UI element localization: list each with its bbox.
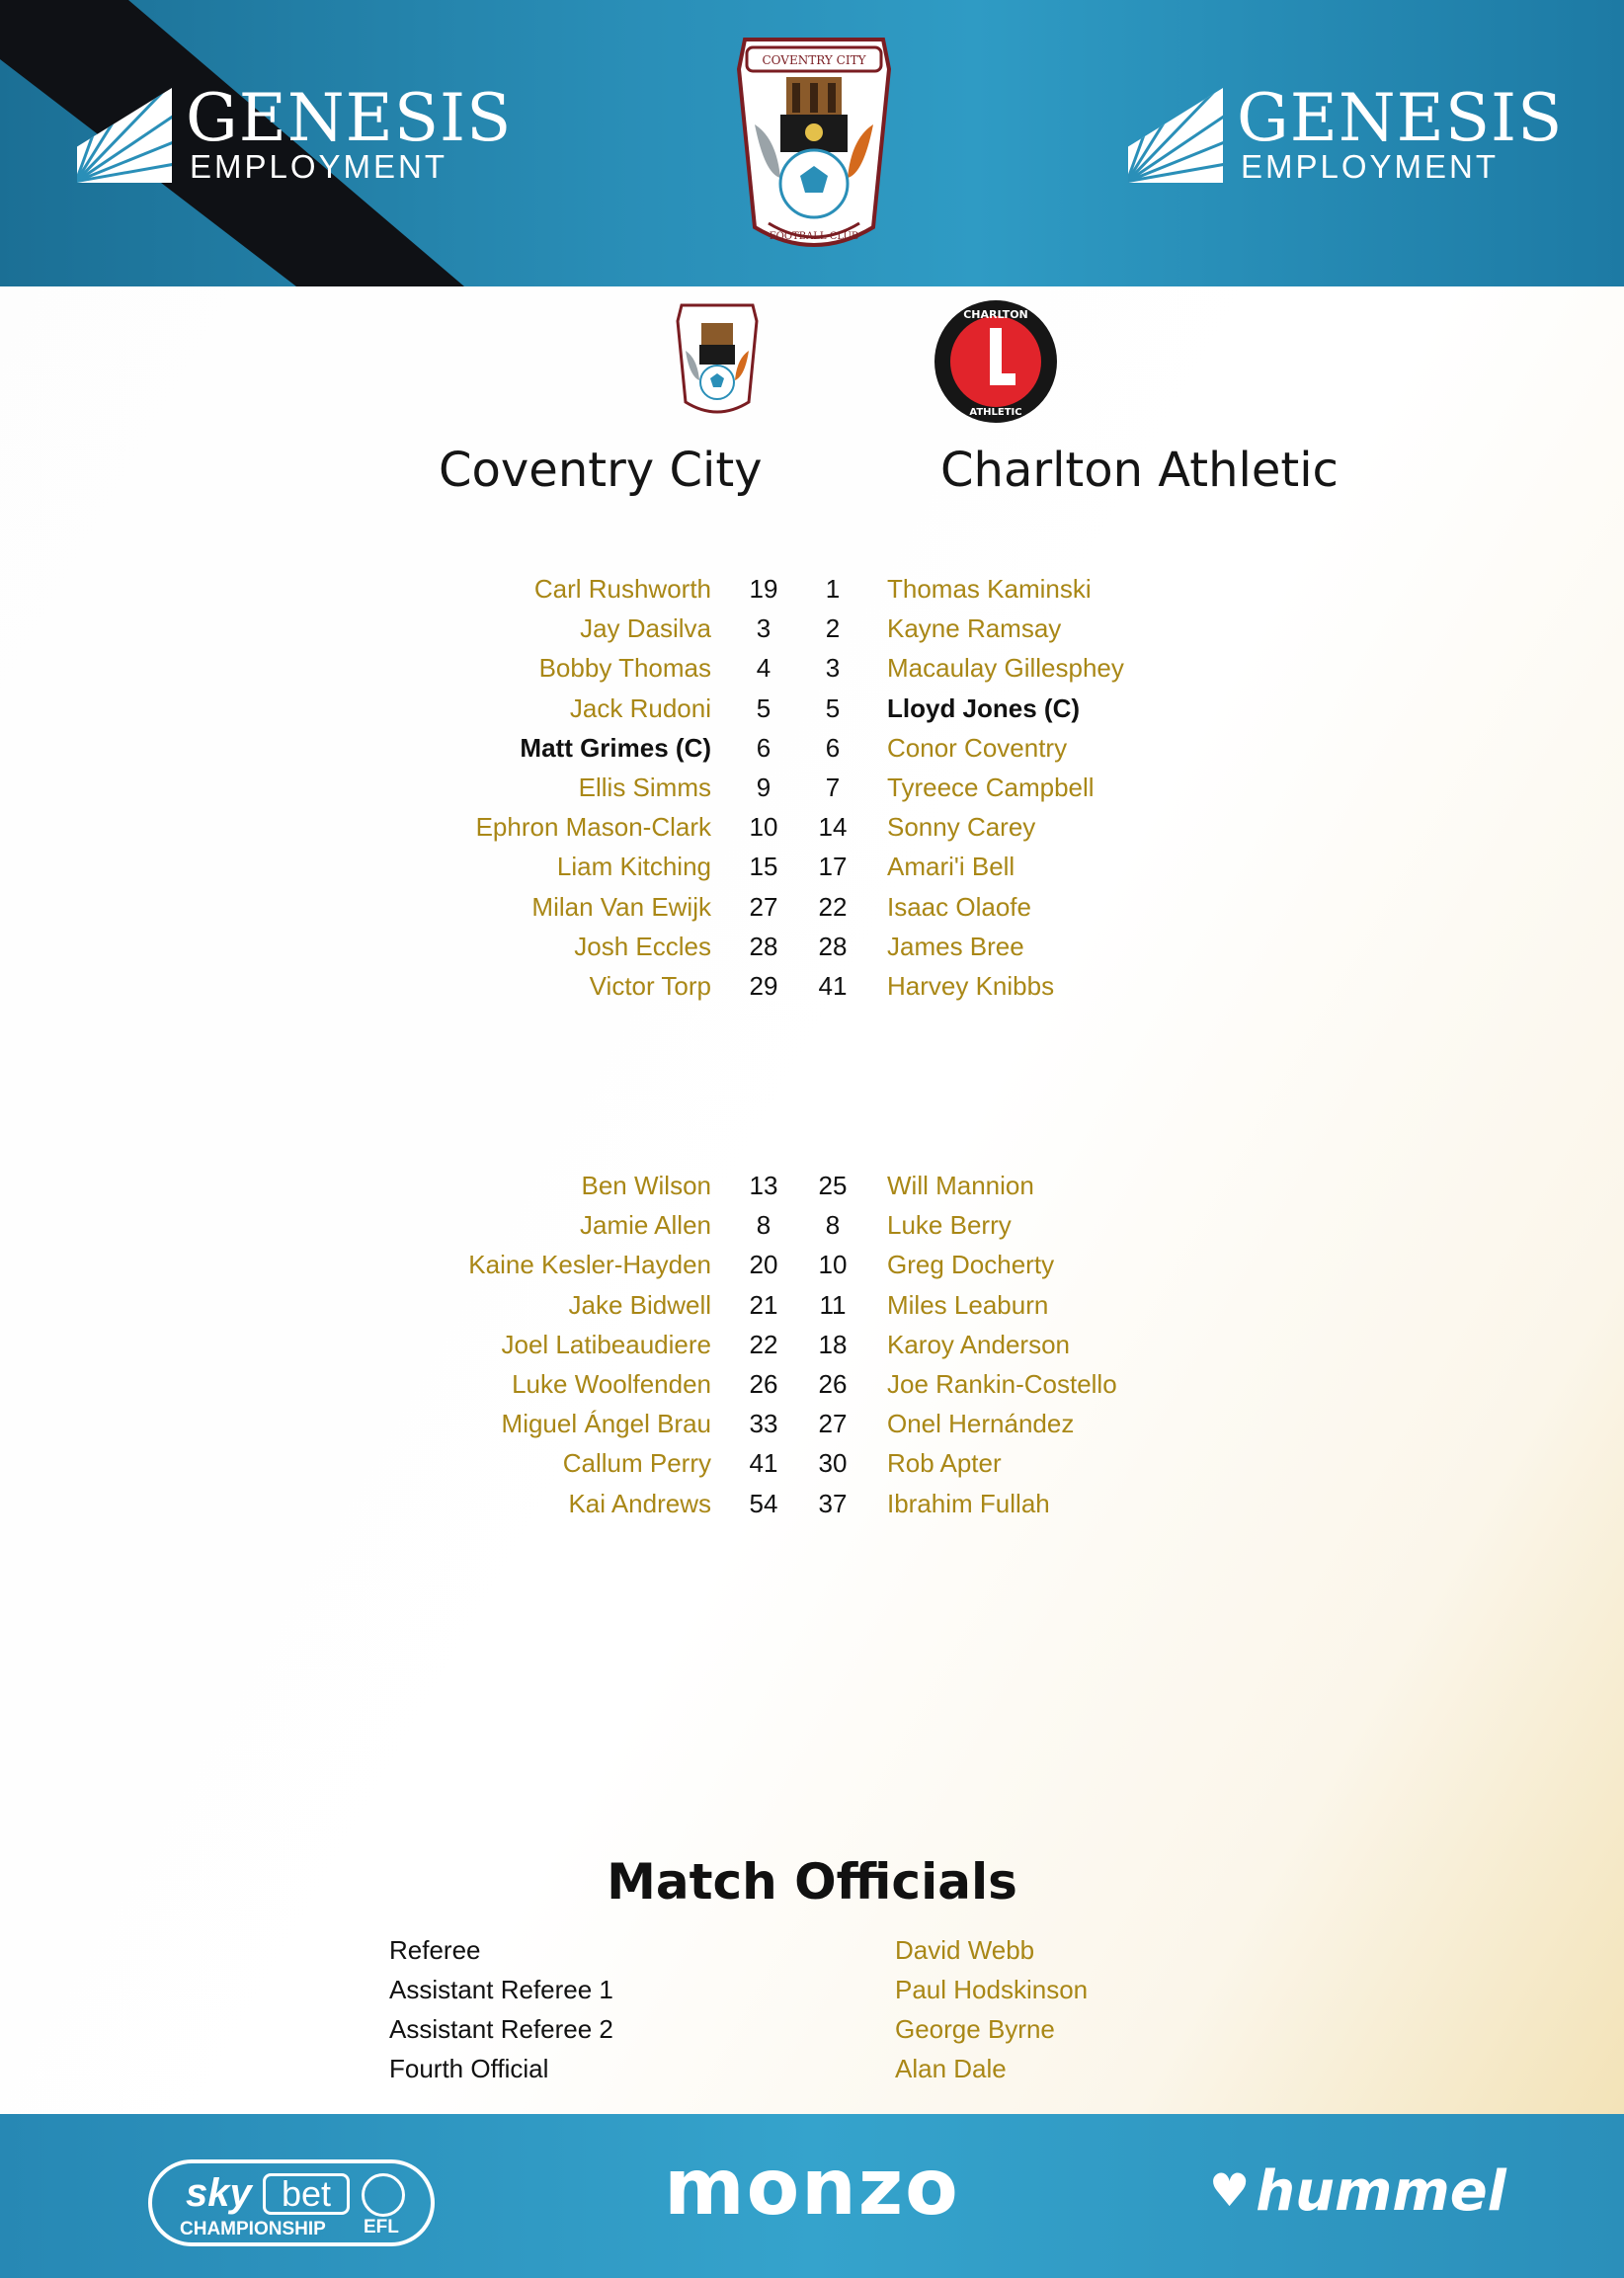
lineup-row — [0, 609, 1624, 648]
away-player-number: 3 — [825, 653, 841, 684]
away-sub-name: Miles Leaburn — [887, 1289, 1049, 1320]
home-sub-number: 26 — [749, 1368, 778, 1399]
home-sub-number: 20 — [749, 1250, 778, 1280]
away-player-number: 7 — [825, 772, 841, 802]
crest-bottom-text: FOOTBALL CLUB — [769, 231, 859, 242]
lineup-row — [0, 966, 1624, 1006]
lineup-row — [0, 927, 1624, 966]
hummel-text: hummel — [1256, 2159, 1506, 2224]
home-sub-number: 41 — [749, 1448, 778, 1479]
away-player-name: Isaac Olaofe — [887, 891, 1031, 922]
away-player-number: 5 — [825, 692, 841, 723]
away-player-number: 6 — [825, 732, 841, 763]
home-sub-name: Kai Andrews — [568, 1488, 711, 1518]
official-name: George Byrne — [895, 2014, 1055, 2044]
home-captain-name: Matt Grimes (C) — [520, 732, 711, 763]
home-sub-number: 13 — [749, 1171, 778, 1200]
charlton-crest-top-text: CHARLTON — [963, 308, 1028, 321]
away-player-name: Amari'i Bell — [887, 852, 1015, 882]
away-sub-name: Onel Hernández — [887, 1409, 1075, 1439]
home-player-name: Jack Rudoni — [569, 692, 711, 723]
sub-row — [0, 1166, 1624, 1205]
sub-row — [0, 1205, 1624, 1245]
home-player-number: 15 — [749, 852, 778, 882]
official-name: Alan Dale — [895, 2054, 1007, 2083]
lineup-row — [0, 648, 1624, 688]
lineup-row — [0, 728, 1624, 768]
home-sub-name: Ben Wilson — [581, 1171, 711, 1200]
sponsor-name: GENESIS — [1237, 80, 1564, 156]
home-sub-number: 8 — [756, 1210, 771, 1241]
lineup-row — [0, 689, 1624, 728]
home-player-number: 27 — [749, 891, 778, 922]
lineup-row — [0, 768, 1624, 807]
away-sub-number: 27 — [818, 1409, 848, 1439]
away-player-number: 28 — [818, 931, 848, 961]
home-player-number: 9 — [756, 772, 771, 802]
sponsor-name: GENESIS — [186, 80, 513, 156]
home-sub-number: 54 — [749, 1488, 778, 1518]
official-name: David Webb — [895, 1935, 1035, 1965]
charlton-crest-bottom-text: ATHLETIC — [969, 407, 1022, 418]
away-player-name: Macaulay Gillesphey — [887, 653, 1124, 684]
sub-row — [0, 1245, 1624, 1284]
away-sub-name: Greg Docherty — [887, 1250, 1055, 1280]
home-sub-name: Jamie Allen — [580, 1210, 711, 1241]
efl-text: EFL — [364, 2217, 399, 2237]
home-player-name: Victor Torp — [589, 970, 711, 1001]
away-team-crest-icon — [933, 298, 1059, 425]
home-player-name: Ephron Mason-Clark — [475, 812, 711, 843]
lineup-row — [0, 807, 1624, 847]
skybet-sky-text: sky — [186, 2171, 252, 2215]
away-sub-name: Rob Apter — [887, 1448, 1002, 1479]
away-player-name: Tyreece Campbell — [887, 772, 1095, 802]
starting-lineup — [0, 569, 1624, 1006]
away-sub-name: Karoy Anderson — [887, 1329, 1071, 1359]
sub-row — [0, 1285, 1624, 1325]
official-row — [0, 1930, 1624, 1970]
sub-row — [0, 1364, 1624, 1404]
away-player-name: Thomas Kaminski — [887, 574, 1092, 604]
away-sub-name: Will Mannion — [887, 1171, 1034, 1200]
official-role: Assistant Referee 2 — [389, 2014, 613, 2044]
home-player-name: Ellis Simms — [578, 772, 711, 802]
home-team-crest-icon — [672, 299, 763, 420]
sub-row — [0, 1404, 1624, 1443]
official-row — [0, 2049, 1624, 2088]
away-player-number: 14 — [818, 812, 848, 843]
away-player-name: Sonny Carey — [887, 812, 1036, 843]
away-sub-number: 25 — [818, 1171, 848, 1200]
official-role: Referee — [389, 1935, 481, 1965]
away-player-number: 22 — [818, 891, 848, 922]
official-role: Assistant Referee 1 — [389, 1975, 613, 2004]
home-sub-name: Kaine Kesler-Hayden — [468, 1250, 711, 1280]
away-sub-number: 30 — [818, 1448, 848, 1479]
away-sub-number: 26 — [818, 1368, 848, 1399]
skybet-league-text: CHAMPIONSHIP — [180, 2219, 326, 2239]
sponsor-logo-left — [77, 80, 513, 185]
sub-row — [0, 1443, 1624, 1483]
official-name: Paul Hodskinson — [895, 1975, 1089, 2004]
away-captain-name: Lloyd Jones (C) — [887, 692, 1081, 723]
away-team-name: Charlton Athletic — [940, 443, 1339, 498]
home-player-number: 10 — [749, 812, 778, 843]
crest-top-text: COVENTRY CITY — [762, 53, 866, 67]
official-role: Fourth Official — [389, 2054, 549, 2083]
official-row — [0, 1970, 1624, 2009]
skybet-bet-text: bet — [263, 2173, 350, 2215]
home-player-number: 6 — [756, 732, 771, 763]
home-sub-name: Joel Latibeaudiere — [501, 1329, 711, 1359]
home-player-name: Liam Kitching — [556, 852, 711, 882]
away-player-name: James Bree — [887, 931, 1024, 961]
away-sub-number: 37 — [818, 1488, 848, 1518]
away-player-number: 17 — [818, 852, 848, 882]
away-sub-number: 10 — [818, 1250, 848, 1280]
home-sub-name: Luke Woolfenden — [512, 1368, 711, 1399]
footer-banner — [0, 2114, 1624, 2278]
away-sub-number: 18 — [818, 1329, 848, 1359]
away-player-name: Conor Coventry — [887, 732, 1068, 763]
official-row — [0, 2009, 1624, 2049]
monzo-logo: monzo — [664, 2144, 960, 2233]
home-sub-name: Callum Perry — [562, 1448, 711, 1479]
home-sub-number: 33 — [749, 1409, 778, 1439]
sponsor-subname: EMPLOYMENT — [1241, 148, 1500, 185]
sponsor-subname: EMPLOYMENT — [190, 148, 448, 185]
home-player-number: 28 — [749, 931, 778, 961]
header-banner — [0, 0, 1624, 286]
away-sub-number: 8 — [825, 1210, 841, 1241]
home-player-name: Milan Van Ewijk — [531, 891, 711, 922]
genesis-sunburst-icon — [77, 88, 172, 183]
home-sub-name: Jake Bidwell — [568, 1289, 711, 1320]
home-player-name: Jay Dasilva — [580, 613, 711, 644]
away-sub-number: 11 — [819, 1289, 847, 1320]
home-player-number: 29 — [749, 970, 778, 1001]
away-sub-name: Luke Berry — [887, 1210, 1012, 1241]
home-sub-number: 22 — [749, 1329, 778, 1359]
substitutes-list — [0, 1166, 1624, 1523]
coventry-crest-icon — [725, 30, 903, 257]
home-player-name: Bobby Thomas — [538, 653, 711, 684]
home-player-number: 19 — [749, 574, 778, 604]
away-player-number: 1 — [825, 574, 841, 604]
sub-row — [0, 1325, 1624, 1364]
home-sub-name: Miguel Ángel Brau — [501, 1409, 711, 1439]
sponsor-logo-right — [1128, 80, 1564, 185]
hummel-logo — [1209, 2159, 1506, 2224]
lineup-row — [0, 569, 1624, 609]
away-sub-name: Joe Rankin-Costello — [887, 1368, 1117, 1399]
genesis-sunburst-icon — [1128, 88, 1223, 183]
home-player-number: 4 — [756, 653, 771, 684]
home-player-name: Josh Eccles — [574, 931, 711, 961]
home-sub-number: 21 — [749, 1289, 778, 1320]
home-player-number: 5 — [756, 692, 771, 723]
away-sub-name: Ibrahim Fullah — [887, 1488, 1050, 1518]
home-player-number: 3 — [756, 613, 771, 644]
lineup-row — [0, 887, 1624, 927]
sub-row — [0, 1484, 1624, 1523]
away-player-name: Kayne Ramsay — [887, 613, 1062, 644]
away-player-number: 2 — [825, 613, 841, 644]
officials-title: Match Officials — [607, 1853, 1017, 1911]
lineup-row — [0, 847, 1624, 886]
home-player-name: Carl Rushworth — [533, 574, 711, 604]
home-team-name: Coventry City — [439, 443, 763, 498]
hummel-bee-icon: ♥ — [1209, 2163, 1251, 2217]
away-player-number: 41 — [818, 970, 848, 1001]
away-player-name: Harvey Knibbs — [887, 970, 1055, 1001]
